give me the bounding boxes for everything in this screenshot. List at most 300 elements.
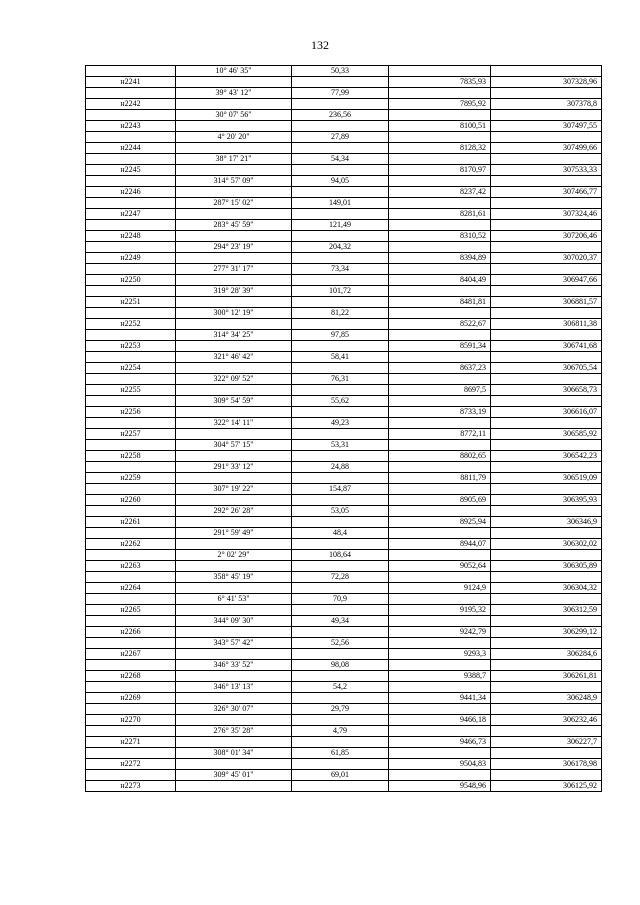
point-name-cell	[86, 308, 176, 319]
y-cell	[491, 110, 602, 121]
x-cell	[389, 660, 491, 671]
y-cell	[491, 242, 602, 253]
point-name-cell	[86, 110, 176, 121]
x-cell	[389, 176, 491, 187]
segment-row	[86, 726, 602, 737]
length-cell: 73,34	[292, 264, 389, 275]
length-cell: 61,85	[292, 748, 389, 759]
x-cell: 7835,93	[389, 77, 491, 88]
angle-cell	[176, 715, 292, 726]
y-cell	[491, 396, 602, 407]
angle-cell: 292° 26' 28"	[176, 506, 292, 517]
segment-row	[86, 506, 602, 517]
x-cell	[389, 726, 491, 737]
length-cell	[292, 429, 389, 440]
angle-cell: 304° 57' 15"	[176, 440, 292, 451]
length-cell	[292, 451, 389, 462]
point-name-cell: н2252	[86, 319, 176, 330]
x-cell	[389, 66, 491, 77]
y-cell: 307533,33	[491, 165, 602, 176]
angle-cell: 346° 13' 13"	[176, 682, 292, 693]
segment-row	[86, 352, 602, 363]
angle-cell: 294° 23' 19"	[176, 242, 292, 253]
point-name-cell: н2256	[86, 407, 176, 418]
length-cell: 204,32	[292, 242, 389, 253]
y-cell: 306312,59	[491, 605, 602, 616]
segment-row	[86, 440, 602, 451]
angle-cell: 309° 45' 01"	[176, 770, 292, 781]
y-cell	[491, 220, 602, 231]
angle-cell	[176, 341, 292, 352]
point-row	[86, 385, 602, 396]
point-row	[86, 165, 602, 176]
y-cell	[491, 374, 602, 385]
length-cell: 236,56	[292, 110, 389, 121]
y-cell	[491, 286, 602, 297]
segment-row	[86, 770, 602, 781]
y-cell: 306585,92	[491, 429, 602, 440]
length-cell	[292, 385, 389, 396]
x-cell: 8925,94	[389, 517, 491, 528]
length-cell: 108,64	[292, 550, 389, 561]
y-cell	[491, 550, 602, 561]
y-cell	[491, 748, 602, 759]
y-cell	[491, 572, 602, 583]
length-cell	[292, 143, 389, 154]
x-cell	[389, 110, 491, 121]
length-cell: 55,62	[292, 396, 389, 407]
y-cell	[491, 462, 602, 473]
point-name-cell: н2257	[86, 429, 176, 440]
y-cell: 306178,98	[491, 759, 602, 770]
length-cell	[292, 341, 389, 352]
y-cell	[491, 66, 602, 77]
segment-row	[86, 616, 602, 627]
segment-row	[86, 286, 602, 297]
point-row	[86, 143, 602, 154]
segment-row	[86, 550, 602, 561]
angle-cell	[176, 319, 292, 330]
point-name-cell: н2273	[86, 781, 176, 792]
length-cell: 94,05	[292, 176, 389, 187]
angle-cell	[176, 627, 292, 638]
point-row	[86, 319, 602, 330]
point-name-cell: н2244	[86, 143, 176, 154]
point-name-cell	[86, 770, 176, 781]
length-cell	[292, 165, 389, 176]
point-name-cell: н2245	[86, 165, 176, 176]
length-cell	[292, 187, 389, 198]
point-row	[86, 363, 602, 374]
point-row	[86, 407, 602, 418]
angle-cell	[176, 165, 292, 176]
y-cell: 306519,09	[491, 473, 602, 484]
x-cell	[389, 572, 491, 583]
y-cell	[491, 352, 602, 363]
length-cell: 101,72	[292, 286, 389, 297]
point-row	[86, 715, 602, 726]
y-cell: 306125,92	[491, 781, 602, 792]
x-cell: 8100,51	[389, 121, 491, 132]
angle-cell	[176, 539, 292, 550]
y-cell: 307206,46	[491, 231, 602, 242]
y-cell: 307466,77	[491, 187, 602, 198]
point-name-cell: н2259	[86, 473, 176, 484]
x-cell	[389, 704, 491, 715]
angle-cell: 358° 45' 19"	[176, 572, 292, 583]
point-name-cell	[86, 396, 176, 407]
point-name-cell	[86, 198, 176, 209]
x-cell	[389, 352, 491, 363]
length-cell: 4,79	[292, 726, 389, 737]
length-cell	[292, 561, 389, 572]
segment-row	[86, 154, 602, 165]
point-name-cell: н2266	[86, 627, 176, 638]
segment-row	[86, 88, 602, 99]
angle-cell	[176, 737, 292, 748]
point-row	[86, 517, 602, 528]
y-cell: 306284,6	[491, 649, 602, 660]
x-cell: 9548,96	[389, 781, 491, 792]
point-name-cell	[86, 506, 176, 517]
length-cell	[292, 539, 389, 550]
length-cell	[292, 253, 389, 264]
point-row	[86, 99, 602, 110]
angle-cell	[176, 77, 292, 88]
segment-row	[86, 330, 602, 341]
y-cell	[491, 176, 602, 187]
length-cell	[292, 495, 389, 506]
length-cell: 77,99	[292, 88, 389, 99]
point-row	[86, 583, 602, 594]
point-name-cell	[86, 440, 176, 451]
point-row	[86, 737, 602, 748]
length-cell	[292, 297, 389, 308]
segment-row	[86, 110, 602, 121]
point-row	[86, 649, 602, 660]
angle-cell	[176, 429, 292, 440]
y-cell	[491, 770, 602, 781]
segment-row	[86, 682, 602, 693]
segment-row	[86, 132, 602, 143]
segment-row	[86, 66, 602, 77]
angle-cell: 4° 20' 20"	[176, 132, 292, 143]
length-cell	[292, 627, 389, 638]
angle-cell	[176, 385, 292, 396]
x-cell	[389, 374, 491, 385]
point-name-cell: н2260	[86, 495, 176, 506]
x-cell: 8281,61	[389, 209, 491, 220]
length-cell: 54,2	[292, 682, 389, 693]
angle-cell	[176, 209, 292, 220]
point-name-cell: н2251	[86, 297, 176, 308]
y-cell: 307324,46	[491, 209, 602, 220]
point-name-cell	[86, 638, 176, 649]
segment-row	[86, 572, 602, 583]
segment-row	[86, 242, 602, 253]
x-cell: 9388,7	[389, 671, 491, 682]
y-cell	[491, 308, 602, 319]
angle-cell: 30° 07' 56"	[176, 110, 292, 121]
y-cell	[491, 506, 602, 517]
angle-cell: 287° 15' 02"	[176, 198, 292, 209]
x-cell: 8522,67	[389, 319, 491, 330]
y-cell: 306346,9	[491, 517, 602, 528]
point-row	[86, 539, 602, 550]
length-cell: 69,01	[292, 770, 389, 781]
x-cell	[389, 440, 491, 451]
angle-cell: 314° 57' 09"	[176, 176, 292, 187]
x-cell	[389, 418, 491, 429]
x-cell	[389, 616, 491, 627]
y-cell	[491, 638, 602, 649]
segment-row	[86, 308, 602, 319]
x-cell	[389, 528, 491, 539]
segment-row	[86, 418, 602, 429]
y-cell	[491, 132, 602, 143]
y-cell	[491, 440, 602, 451]
point-row	[86, 77, 602, 88]
x-cell: 8772,11	[389, 429, 491, 440]
x-cell: 8697,5	[389, 385, 491, 396]
x-cell: 8394,89	[389, 253, 491, 264]
length-cell: 58,41	[292, 352, 389, 363]
point-name-cell: н2250	[86, 275, 176, 286]
length-cell	[292, 759, 389, 770]
y-cell: 306304,32	[491, 583, 602, 594]
length-cell: 149,01	[292, 198, 389, 209]
angle-cell	[176, 495, 292, 506]
y-cell: 307378,8	[491, 99, 602, 110]
length-cell: 81,22	[292, 308, 389, 319]
point-row	[86, 627, 602, 638]
angle-cell	[176, 275, 292, 286]
x-cell	[389, 506, 491, 517]
point-name-cell: н2255	[86, 385, 176, 396]
y-cell	[491, 726, 602, 737]
length-cell	[292, 363, 389, 374]
point-row	[86, 297, 602, 308]
x-cell: 9504,83	[389, 759, 491, 770]
y-cell: 306811,38	[491, 319, 602, 330]
segment-row	[86, 660, 602, 671]
point-row	[86, 605, 602, 616]
point-name-cell: н2262	[86, 539, 176, 550]
segment-row	[86, 594, 602, 605]
point-name-cell: н2241	[86, 77, 176, 88]
x-cell: 8404,49	[389, 275, 491, 286]
x-cell: 9052,64	[389, 561, 491, 572]
point-row	[86, 759, 602, 770]
length-cell: 70,9	[292, 594, 389, 605]
segment-row	[86, 528, 602, 539]
angle-cell: 314° 34' 25"	[176, 330, 292, 341]
point-name-cell	[86, 748, 176, 759]
point-name-cell	[86, 550, 176, 561]
length-cell	[292, 231, 389, 242]
point-name-cell	[86, 176, 176, 187]
point-name-cell: н2254	[86, 363, 176, 374]
x-cell: 9124,9	[389, 583, 491, 594]
angle-cell: 322° 14' 11"	[176, 418, 292, 429]
angle-cell	[176, 517, 292, 528]
x-cell: 8128,32	[389, 143, 491, 154]
angle-cell	[176, 297, 292, 308]
angle-cell: 307° 19' 22"	[176, 484, 292, 495]
x-cell	[389, 396, 491, 407]
y-cell	[491, 484, 602, 495]
length-cell	[292, 209, 389, 220]
angle-cell	[176, 583, 292, 594]
y-cell: 306227,7	[491, 737, 602, 748]
point-name-cell: н2270	[86, 715, 176, 726]
x-cell: 9466,18	[389, 715, 491, 726]
point-name-cell	[86, 418, 176, 429]
length-cell: 54,34	[292, 154, 389, 165]
angle-cell	[176, 451, 292, 462]
coordinates-table	[85, 65, 602, 792]
length-cell: 29,79	[292, 704, 389, 715]
point-name-cell	[86, 374, 176, 385]
x-cell	[389, 462, 491, 473]
x-cell	[389, 748, 491, 759]
point-row	[86, 275, 602, 286]
point-name-cell: н2272	[86, 759, 176, 770]
angle-cell	[176, 759, 292, 770]
x-cell	[389, 682, 491, 693]
angle-cell	[176, 99, 292, 110]
point-name-cell: н2249	[86, 253, 176, 264]
point-name-cell: н2253	[86, 341, 176, 352]
angle-cell	[176, 187, 292, 198]
length-cell	[292, 583, 389, 594]
x-cell	[389, 484, 491, 495]
point-name-cell: н2271	[86, 737, 176, 748]
point-name-cell	[86, 484, 176, 495]
angle-cell: 326° 30' 07"	[176, 704, 292, 715]
y-cell: 306705,54	[491, 363, 602, 374]
point-name-cell	[86, 682, 176, 693]
angle-cell	[176, 671, 292, 682]
point-name-cell	[86, 352, 176, 363]
y-cell	[491, 88, 602, 99]
point-name-cell	[86, 286, 176, 297]
coordinates-table-body	[86, 66, 602, 792]
length-cell: 49,34	[292, 616, 389, 627]
x-cell	[389, 330, 491, 341]
point-row	[86, 693, 602, 704]
point-row	[86, 231, 602, 242]
angle-cell: 10° 46' 35"	[176, 66, 292, 77]
x-cell	[389, 594, 491, 605]
y-cell	[491, 330, 602, 341]
angle-cell: 291° 59' 49"	[176, 528, 292, 539]
length-cell: 48,4	[292, 528, 389, 539]
length-cell	[292, 693, 389, 704]
x-cell: 9466,73	[389, 737, 491, 748]
point-name-cell: н2269	[86, 693, 176, 704]
point-name-cell	[86, 528, 176, 539]
y-cell: 306305,89	[491, 561, 602, 572]
y-cell	[491, 594, 602, 605]
x-cell: 8733,19	[389, 407, 491, 418]
x-cell	[389, 198, 491, 209]
angle-cell	[176, 781, 292, 792]
point-row	[86, 473, 602, 484]
length-cell	[292, 605, 389, 616]
angle-cell: 2° 02' 29"	[176, 550, 292, 561]
y-cell: 306232,46	[491, 715, 602, 726]
point-row	[86, 671, 602, 682]
length-cell: 24,88	[292, 462, 389, 473]
angle-cell: 308° 01' 34"	[176, 748, 292, 759]
point-name-cell	[86, 616, 176, 627]
angle-cell	[176, 363, 292, 374]
angle-cell	[176, 693, 292, 704]
x-cell	[389, 88, 491, 99]
angle-cell	[176, 473, 292, 484]
angle-cell: 39° 43' 12"	[176, 88, 292, 99]
y-cell: 306658,73	[491, 385, 602, 396]
x-cell: 8637,23	[389, 363, 491, 374]
point-name-cell: н2258	[86, 451, 176, 462]
point-name-cell: н2268	[86, 671, 176, 682]
length-cell	[292, 99, 389, 110]
angle-cell	[176, 121, 292, 132]
y-cell: 307497,55	[491, 121, 602, 132]
angle-cell	[176, 143, 292, 154]
x-cell: 8905,69	[389, 495, 491, 506]
segment-row	[86, 264, 602, 275]
point-name-cell: н2265	[86, 605, 176, 616]
x-cell	[389, 770, 491, 781]
point-row	[86, 781, 602, 792]
y-cell: 306299,12	[491, 627, 602, 638]
point-name-cell: н2248	[86, 231, 176, 242]
angle-cell: 346° 33' 52"	[176, 660, 292, 671]
point-name-cell	[86, 572, 176, 583]
x-cell	[389, 242, 491, 253]
point-name-cell	[86, 220, 176, 231]
length-cell: 49,23	[292, 418, 389, 429]
point-name-cell: н2243	[86, 121, 176, 132]
y-cell: 306542,23	[491, 451, 602, 462]
length-cell: 98,08	[292, 660, 389, 671]
angle-cell	[176, 407, 292, 418]
x-cell	[389, 308, 491, 319]
point-name-cell	[86, 594, 176, 605]
point-name-cell	[86, 242, 176, 253]
segment-row	[86, 396, 602, 407]
x-cell: 8811,79	[389, 473, 491, 484]
point-name-cell	[86, 264, 176, 275]
y-cell: 306248,9	[491, 693, 602, 704]
x-cell	[389, 154, 491, 165]
length-cell	[292, 473, 389, 484]
point-name-cell	[86, 726, 176, 737]
angle-cell: 277° 31' 17"	[176, 264, 292, 275]
segment-row	[86, 176, 602, 187]
point-row	[86, 341, 602, 352]
point-name-cell: н2246	[86, 187, 176, 198]
point-row	[86, 187, 602, 198]
y-cell	[491, 682, 602, 693]
angle-cell: 319° 28' 39"	[176, 286, 292, 297]
length-cell	[292, 77, 389, 88]
y-cell: 306302,02	[491, 539, 602, 550]
x-cell	[389, 220, 491, 231]
length-cell: 50,33	[292, 66, 389, 77]
